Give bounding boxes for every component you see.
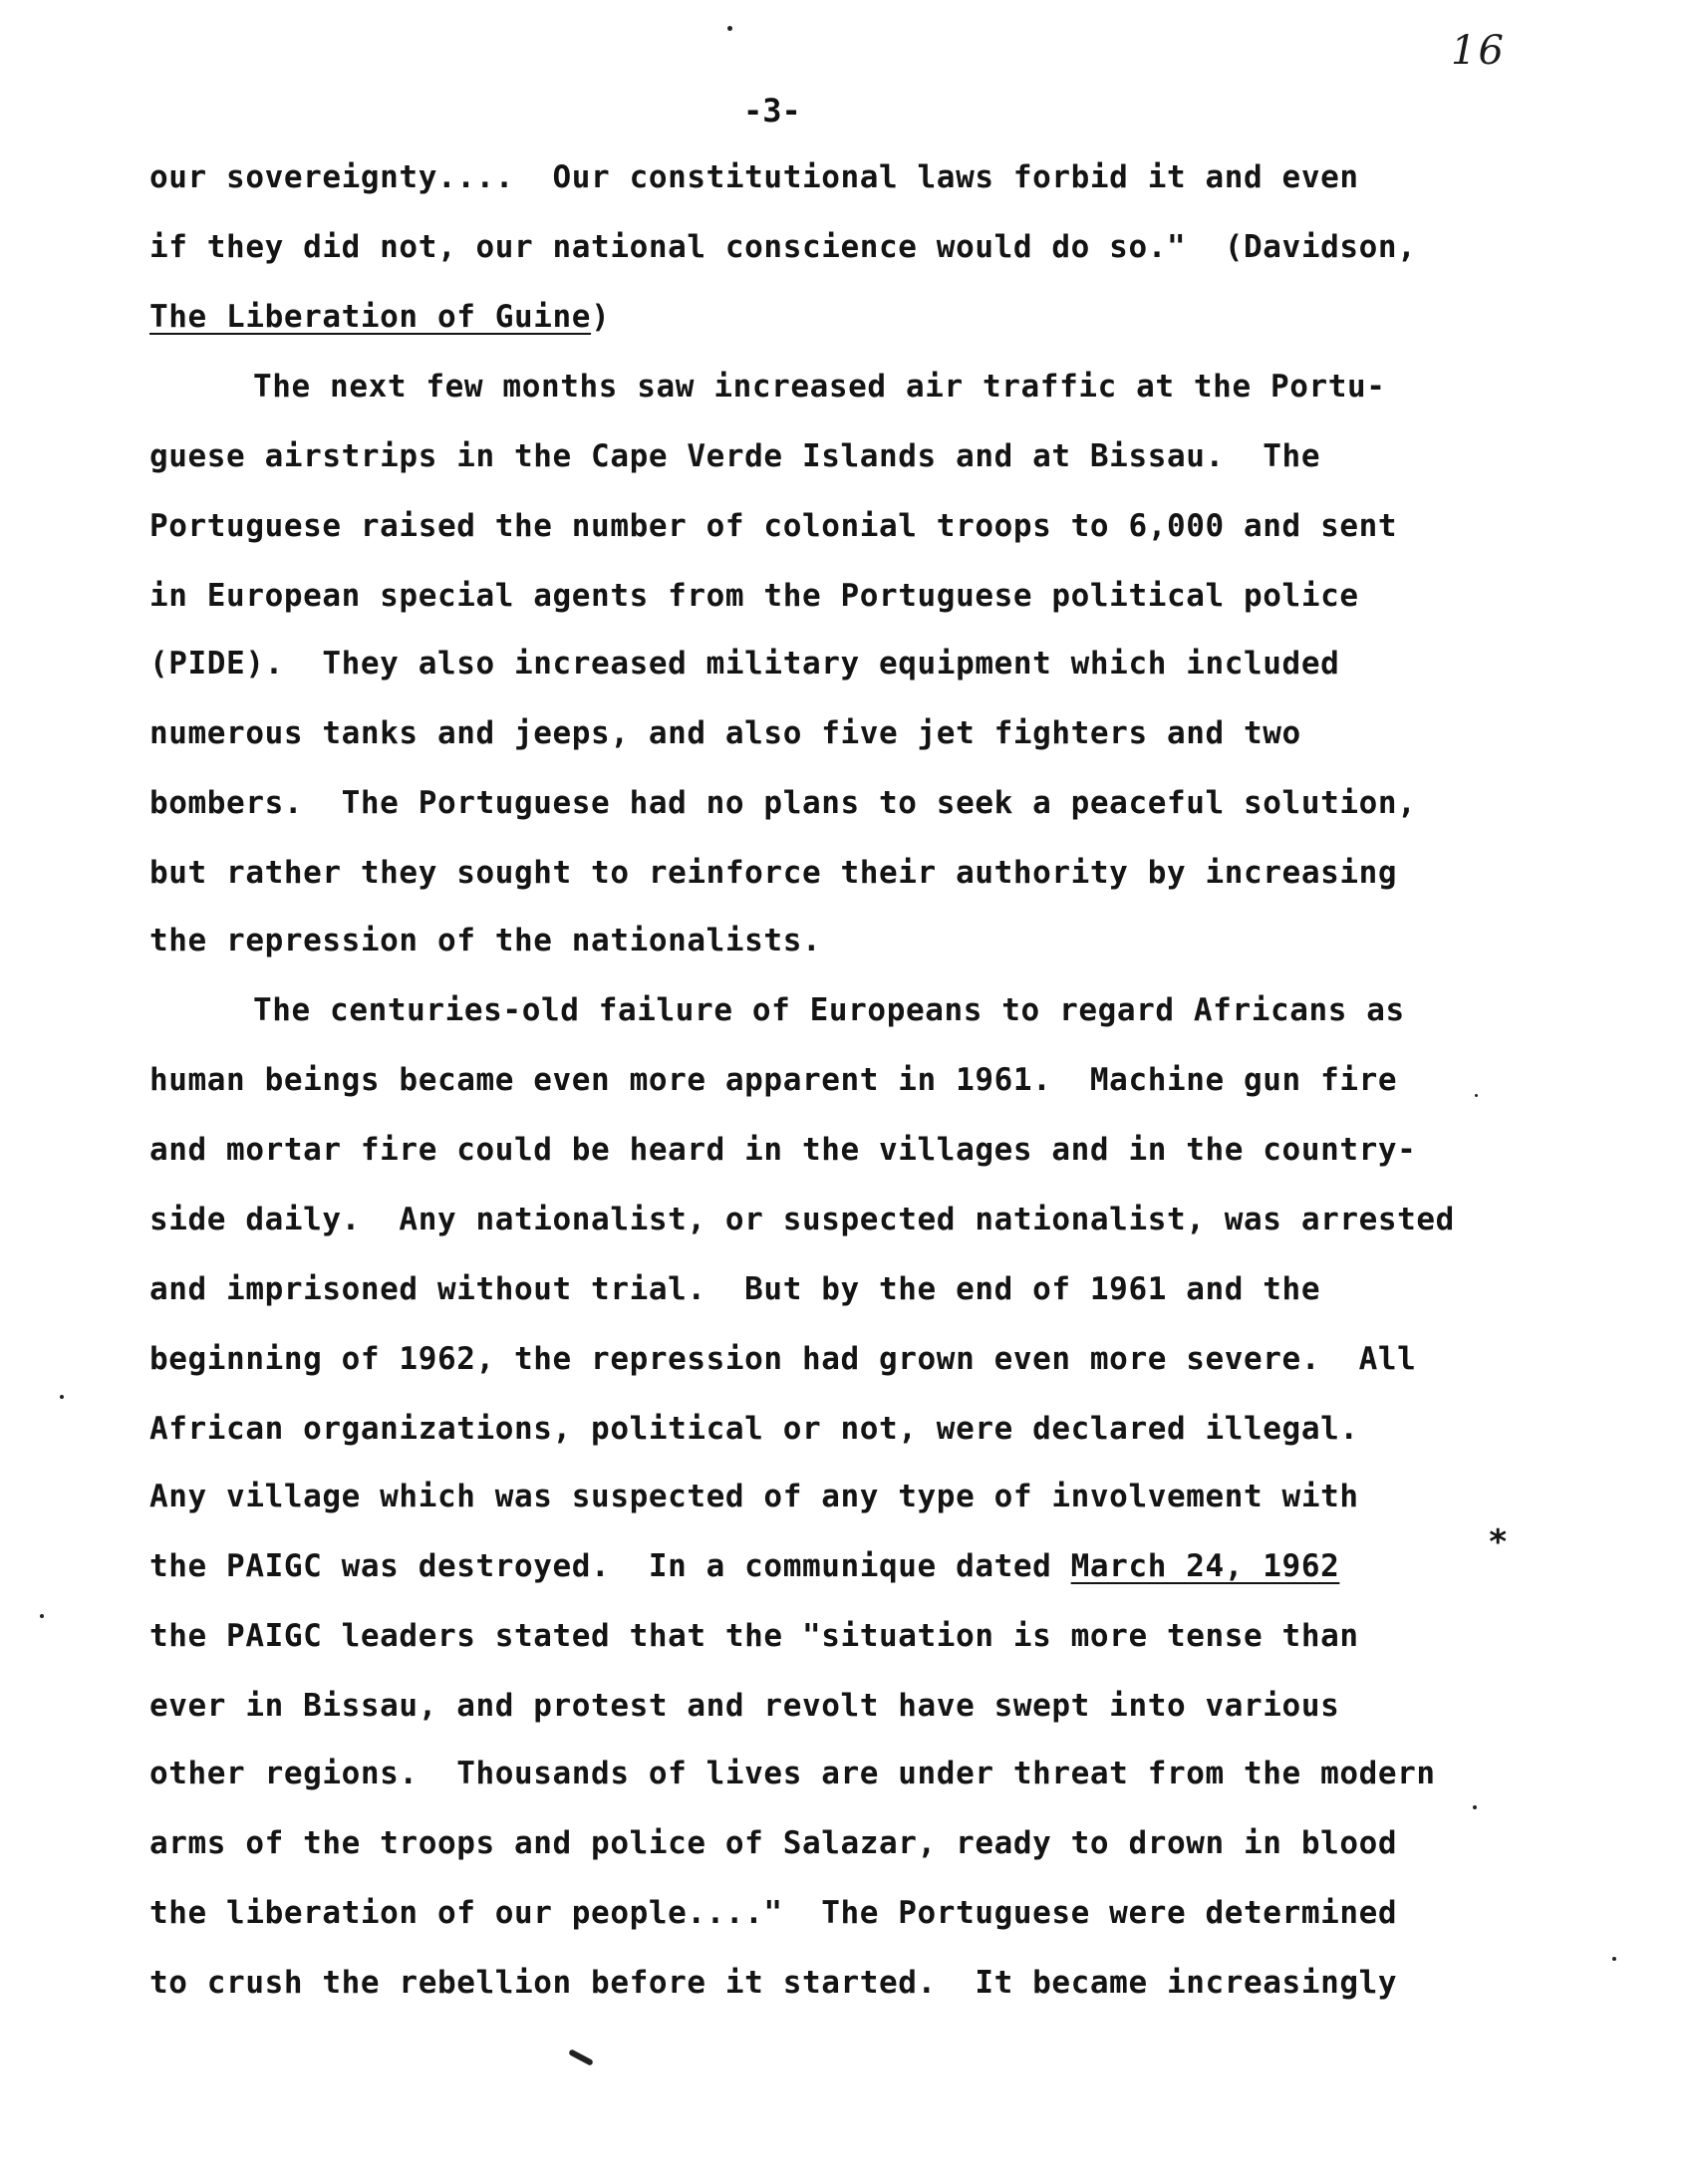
text-line: and imprisoned without trial. But by the end of 1961 and the [149,1271,1321,1307]
text-line: beginning of 1962, the repression had grown even more severe. All [149,1341,1417,1377]
paragraph-start-line: The centuries-old failure of Europeans to regard Africans as [253,992,1405,1028]
scan-speck [727,26,732,31]
citation-close: ) [591,299,611,335]
text-line: if they did not, our national conscience would do so." (Davidson, [149,229,1417,265]
text-line: bombers. The Portuguese had no plans to seek a peaceful solution, [149,785,1417,821]
text-line: Any village which was suspected of any type of involvement with [149,1479,1359,1514]
book-title: The Liberation of Guine [149,299,592,335]
scan-speck [1473,1805,1477,1809]
page-number: -3- [743,92,801,130]
text-line: in European special agents from the Portuguese political police [149,578,1359,614]
text-line: the repression of the nationalists. [149,923,822,958]
communique-text: the PAIGC was destroyed. In a communique dated [149,1548,1071,1584]
scan-speck [1475,1094,1478,1097]
communique-date: March 24, 1962 [1070,1548,1340,1584]
text-line: and mortar fire could be heard in the villages and in the country- [149,1132,1417,1168]
text-line: human beings became even more apparent in 1961. Machine gun fire [149,1062,1398,1098]
text-line: the liberation of our people...." The Portuguese were determined [149,1895,1398,1931]
scan-speck [1612,1957,1616,1961]
text-line: our sovereignty.... Our constitutional laws forbid it and even [149,159,1359,195]
text-line: numerous tanks and jeeps, and also five jet fighters and two [149,715,1301,751]
text-line: Portuguese raised the number of colonial troops to 6,000 and sent [149,508,1398,544]
text-line: (PIDE). They also increased military equipment which included [149,646,1340,682]
margin-asterisk-mark: * [1488,1522,1509,1562]
text-line: ever in Bissau, and protest and revolt have swept into various [149,1688,1340,1724]
text-line: the PAIGC leaders stated that the "situation is more tense than [149,1618,1359,1654]
citation-line [149,297,610,337]
scan-speck [40,1614,44,1618]
text-line: but rather they sought to reinforce their authority by increasing [149,855,1398,891]
text-line: arms of the troops and police of Salazar, ready to drown in blood [149,1825,1398,1861]
communique-line [149,1546,1339,1586]
text-line: African organizations, political or not, were declared illegal. [149,1411,1359,1447]
text-line: other regions. Thousands of lives are under threat from the modern [149,1756,1436,1791]
text-line: side daily. Any nationalist, or suspected nationalist, was arrested [149,1202,1455,1237]
scan-speck [60,1395,64,1399]
scan-scrawl-mark [568,2048,594,2066]
text-line: guese airstrips in the Cape Verde Islands and at Bissau. The [149,438,1321,474]
paragraph-start-line: The next few months saw increased air traffic at the Portu- [253,369,1386,405]
handwritten-page-note: 16 [1451,28,1506,74]
text-line: to crush the rebellion before it started. It became increasingly [149,1965,1398,2001]
